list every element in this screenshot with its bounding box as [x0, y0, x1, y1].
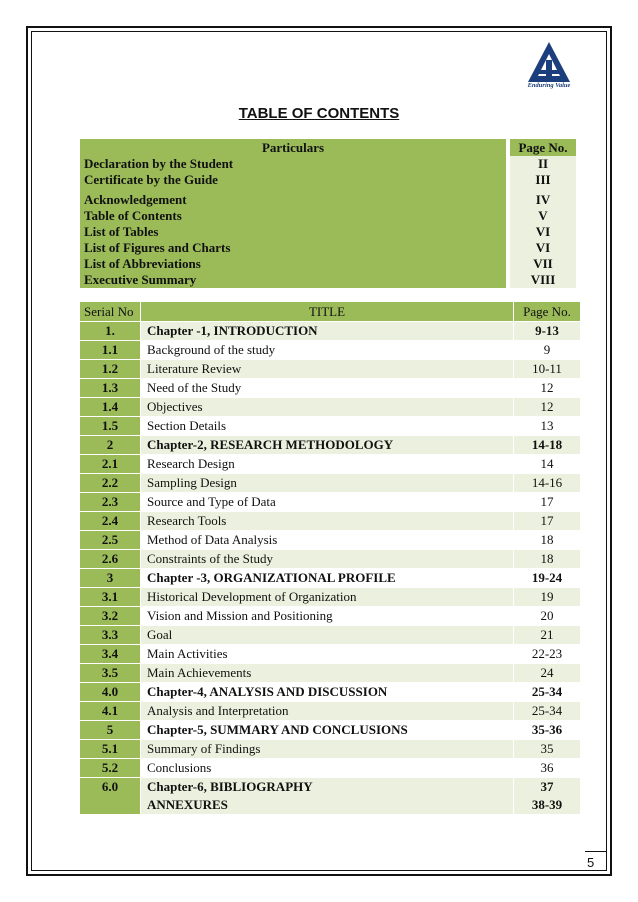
contents-row	[80, 512, 581, 531]
contents-row	[80, 702, 581, 721]
contents-row	[80, 398, 581, 417]
particulars-label: List of Abbreviations	[80, 256, 508, 272]
particulars-page: II	[508, 156, 576, 172]
row-title: Chapter-2, RESEARCH METHODOLOGY	[141, 436, 514, 455]
row-title: Background of the study	[141, 341, 514, 360]
row-title: Literature Review	[141, 360, 514, 379]
particulars-row	[80, 256, 576, 272]
row-serial: 3	[80, 569, 141, 588]
row-serial: 2.3	[80, 493, 141, 512]
contents-row	[80, 474, 581, 493]
contents-row	[80, 626, 581, 645]
contents-row	[80, 796, 581, 815]
row-serial: 2	[80, 436, 141, 455]
contents-header-title: TITLE	[141, 302, 514, 322]
row-title: Conclusions	[141, 759, 514, 778]
row-serial: 1.2	[80, 360, 141, 379]
contents-row	[80, 341, 581, 360]
row-title: Sampling Design	[141, 474, 514, 493]
particulars-page: V	[508, 208, 576, 224]
row-title: Chapter-5, SUMMARY AND CONCLUSIONS	[141, 721, 514, 740]
row-title: Main Achievements	[141, 664, 514, 683]
row-page: 22-23	[514, 645, 581, 664]
row-serial: 5	[80, 721, 141, 740]
particulars-label: Acknowledgement	[80, 192, 508, 208]
row-serial	[80, 796, 141, 815]
row-serial: 2.4	[80, 512, 141, 531]
row-page: 35	[514, 740, 581, 759]
particulars-row	[80, 272, 576, 288]
contents-row	[80, 322, 581, 341]
contents-row	[80, 360, 581, 379]
contents-row	[80, 778, 581, 797]
row-page: 14	[514, 455, 581, 474]
contents-row	[80, 607, 581, 626]
row-serial: 2.1	[80, 455, 141, 474]
row-title: ANNEXURES	[141, 796, 514, 815]
row-page: 19	[514, 588, 581, 607]
row-title: Historical Development of Organization	[141, 588, 514, 607]
row-page: 12	[514, 398, 581, 417]
row-serial: 2.2	[80, 474, 141, 493]
row-serial: 1.1	[80, 341, 141, 360]
row-title: Chapter -3, ORGANIZATIONAL PROFILE	[141, 569, 514, 588]
contents-row	[80, 569, 581, 588]
row-title: Chapter-4, ANALYSIS AND DISCUSSION	[141, 683, 514, 702]
logo-caption: Enduring Value	[527, 82, 571, 89]
contents-row	[80, 436, 581, 455]
row-page: 10-11	[514, 360, 581, 379]
row-serial: 5.1	[80, 740, 141, 759]
row-serial: 3.1	[80, 588, 141, 607]
particulars-label: List of Tables	[80, 224, 508, 240]
particulars-label: Declaration by the Student	[80, 156, 508, 172]
row-serial: 3.5	[80, 664, 141, 683]
row-page: 9	[514, 341, 581, 360]
particulars-row	[80, 156, 576, 172]
particulars-page: IV	[508, 192, 576, 208]
row-serial: 4.0	[80, 683, 141, 702]
row-serial: 4.1	[80, 702, 141, 721]
particulars-label: Executive Summary	[80, 272, 508, 288]
row-page: 38-39	[514, 796, 581, 815]
contents-row	[80, 531, 581, 550]
row-page: 14-18	[514, 436, 581, 455]
row-serial: 1.5	[80, 417, 141, 436]
row-serial: 3.4	[80, 645, 141, 664]
row-title: Summary of Findings	[141, 740, 514, 759]
row-page: 21	[514, 626, 581, 645]
row-title: Chapter-6, BIBLIOGRAPHY	[141, 778, 514, 797]
particulars-row	[80, 208, 576, 224]
particulars-page: VII	[508, 256, 576, 272]
contents-row	[80, 455, 581, 474]
row-serial: 3.3	[80, 626, 141, 645]
row-page: 25-34	[514, 702, 581, 721]
row-page: 18	[514, 550, 581, 569]
contents-header-row	[80, 302, 581, 322]
contents-row	[80, 664, 581, 683]
row-serial: 1.	[80, 322, 141, 341]
row-page: 25-34	[514, 683, 581, 702]
contents-row	[80, 379, 581, 398]
row-title: Method of Data Analysis	[141, 531, 514, 550]
contents-row	[80, 550, 581, 569]
row-page: 14-16	[514, 474, 581, 493]
particulars-page: VI	[508, 240, 576, 256]
row-title: Constraints of the Study	[141, 550, 514, 569]
row-serial: 2.6	[80, 550, 141, 569]
particulars-page: III	[508, 172, 576, 192]
particulars-page: VI	[508, 224, 576, 240]
particulars-header-page: Page No.	[508, 139, 576, 156]
row-serial: 1.4	[80, 398, 141, 417]
row-page: 35-36	[514, 721, 581, 740]
row-title: Analysis and Interpretation	[141, 702, 514, 721]
row-page: 24	[514, 664, 581, 683]
row-page: 36	[514, 759, 581, 778]
particulars-page: VIII	[508, 272, 576, 288]
contents-row	[80, 759, 581, 778]
particulars-header-label: Particulars	[80, 139, 508, 156]
row-title: Vision and Mission and Positioning	[141, 607, 514, 626]
row-page: 12	[514, 379, 581, 398]
row-serial: 2.5	[80, 531, 141, 550]
row-title: Need of the Study	[141, 379, 514, 398]
row-title: Goal	[141, 626, 514, 645]
row-title: Objectives	[141, 398, 514, 417]
row-serial: 6.0	[80, 778, 141, 797]
page-number-rule	[585, 851, 607, 852]
contents-row	[80, 588, 581, 607]
particulars-label: Table of Contents	[80, 208, 508, 224]
page-number: 5	[587, 855, 595, 870]
row-page: 20	[514, 607, 581, 626]
row-serial: 3.2	[80, 607, 141, 626]
row-page: 13	[514, 417, 581, 436]
row-title: Chapter -1, INTRODUCTION	[141, 322, 514, 341]
contents-row	[80, 493, 581, 512]
contents-row	[80, 417, 581, 436]
particulars-label: List of Figures and Charts	[80, 240, 508, 256]
row-title: Section Details	[141, 417, 514, 436]
row-serial: 1.3	[80, 379, 141, 398]
contents-row	[80, 645, 581, 664]
particulars-row	[80, 224, 576, 240]
row-title: Research Tools	[141, 512, 514, 531]
row-title: Source and Type of Data	[141, 493, 514, 512]
contents-table	[79, 301, 581, 815]
contents-row	[80, 721, 581, 740]
contents-row	[80, 740, 581, 759]
row-page: 18	[514, 531, 581, 550]
particulars-table	[80, 139, 576, 288]
row-title: Main Activities	[141, 645, 514, 664]
row-page: 19-24	[514, 569, 581, 588]
row-title: Research Design	[141, 455, 514, 474]
row-page: 17	[514, 512, 581, 531]
particulars-row	[80, 172, 576, 192]
page-title: TABLE OF CONTENTS	[238, 105, 400, 122]
particulars-label: Certificate by the Guide	[80, 172, 508, 192]
particulars-row	[80, 240, 576, 256]
contents-header-page: Page No.	[514, 302, 581, 322]
row-serial: 5.2	[80, 759, 141, 778]
contents-header-serial: Serial No	[80, 302, 141, 322]
particulars-header-row	[80, 139, 576, 156]
row-page: 37	[514, 778, 581, 797]
particulars-row	[80, 192, 576, 208]
row-page: 9-13	[514, 322, 581, 341]
row-page: 17	[514, 493, 581, 512]
contents-row	[80, 683, 581, 702]
